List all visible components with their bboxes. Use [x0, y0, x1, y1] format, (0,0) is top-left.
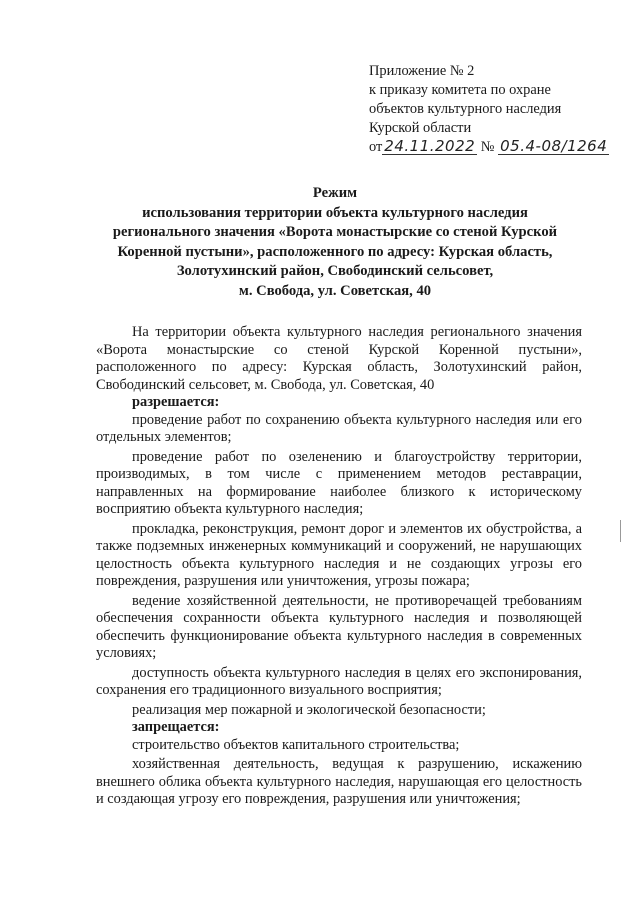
title-line: использования территории объекта культурного наследия [142, 204, 528, 221]
handwritten-order-number: 05.4-08/1264 [500, 137, 608, 155]
forbidden-heading: запрещается: [132, 719, 220, 735]
order-date-number [369, 138, 631, 157]
allowed-item: ведение хозяйственной деятельности, не противоречащей требованиям обеспечения сохранности объекта культурного наследия и позволяющей обеспечить функционирование объекта культурного наследия в современных условиях; [96, 592, 582, 661]
title-line: Режим [312, 185, 358, 201]
order-reference: к приказу комитета по охране [369, 82, 551, 98]
allowed-item: прокладка, реконструкция, ремонт дорог и элементов их обустройства, а также подземных инженерных коммуникаций и сооружений, не нарушающих целостность объекта культурного наследия и не создающих угрозы его повреждения, разрушения или уничтожения, угрозы пожара; [96, 520, 582, 589]
forbidden-item: строительство объектов капитального строительства; [132, 736, 460, 753]
allowed-item: проведение работ по озеленению и благоустройству территории, производимых, в том числе с применением методов реставрации, направленных на формирование наиболее близкого к историческому восприятию объекта культурного наследия; [96, 448, 582, 517]
number-label: № [480, 139, 495, 155]
document-title [96, 184, 574, 302]
allowed-item: реализация мер пожарной и экологической безопасности; [132, 701, 486, 718]
title-line: Золотухинский район, Свободинский сельсовет, [176, 263, 494, 280]
intro-paragraph: На территории объекта культурного наследия регионального значения «Ворота монастырские со стеной Курской Коренной пустыни», расположенного по адресу: Курская область, Золотухинский район, Свободинский сельсовет, м. Свобода, ул. Советская, 40 [96, 324, 582, 393]
approval-block [369, 62, 631, 157]
scan-edge-mark [620, 520, 621, 542]
allowed-item: проведение работ по сохранению объекта культурного наследия или его отдельных элементов; [96, 411, 582, 445]
document-body [96, 324, 582, 809]
title-line: Коренной пустыни», расположенного по адресу: Курская область, [117, 243, 553, 260]
from-label: от [369, 139, 383, 155]
appendix-number: Приложение № 2 [369, 63, 475, 79]
allowed-item: доступность объекта культурного наследия в целях его экспонирования, сохранения его традиционного визуального восприятия; [96, 664, 582, 698]
handwritten-date: 24.11.2022 [384, 137, 476, 155]
allowed-heading: разрешается: [132, 394, 220, 410]
forbidden-item: хозяйственная деятельность, ведущая к разрушению, искажению внешнего облика объекта культурного наследия, нарушающая его целостность и создающая угрозу его повреждения, разрушения или уничтожения; [96, 756, 582, 807]
title-line: регионального значения «Ворота монастырские со стеной Курской [112, 224, 558, 241]
region-name: Курской области [369, 120, 472, 136]
title-line: м. Свобода, ул. Советская, 40 [238, 282, 432, 299]
committee-name: объектов культурного наследия [369, 101, 562, 117]
